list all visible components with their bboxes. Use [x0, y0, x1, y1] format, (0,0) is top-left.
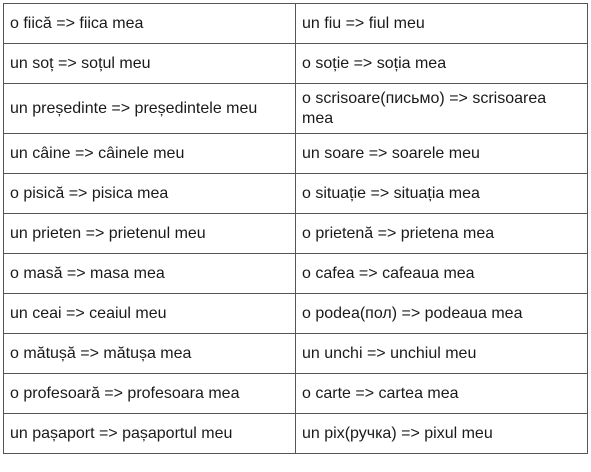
table-cell: o soție => soția mea [296, 44, 588, 84]
table-row [4, 44, 588, 84]
table-row [4, 174, 588, 214]
table-cell: o cafea => cafeaua mea [296, 254, 588, 294]
table-cell: un pașaport => pașaportul meu [4, 414, 296, 454]
table-row [4, 414, 588, 454]
table-cell: o profesoară => profesoara mea [4, 374, 296, 414]
table-row [4, 214, 588, 254]
table-cell: o pisică => pisica mea [4, 174, 296, 214]
table-row [4, 254, 588, 294]
table-cell: un pix(ручка) => pixul meu [296, 414, 588, 454]
table-cell: o mătușă => mătușa mea [4, 334, 296, 374]
table-cell: o carte => cartea mea [296, 374, 588, 414]
table-row [4, 294, 588, 334]
table-cell: o masă => masa mea [4, 254, 296, 294]
table-cell: un soare => soarele meu [296, 134, 588, 174]
table-cell: un unchi => unchiul meu [296, 334, 588, 374]
table-row [4, 374, 588, 414]
table-cell: un prieten => prietenul meu [4, 214, 296, 254]
table-cell: o prietenă => prietena mea [296, 214, 588, 254]
table-row [4, 84, 588, 134]
table-cell: o scrisoare(письмо) => scrisoarea mea [296, 84, 588, 134]
table-row [4, 4, 588, 44]
table-row [4, 134, 588, 174]
table-cell: un câine => câinele meu [4, 134, 296, 174]
vocabulary-table [3, 3, 588, 454]
table-cell: un președinte => președintele meu [4, 84, 296, 134]
table-cell: un soț => soțul meu [4, 44, 296, 84]
table-cell: o situație => situația mea [296, 174, 588, 214]
table-cell: un fiu => fiul meu [296, 4, 588, 44]
table-cell: o podea(пол) => podeaua mea [296, 294, 588, 334]
table-cell: un ceai => ceaiul meu [4, 294, 296, 334]
table-cell: o fiică => fiica mea [4, 4, 296, 44]
table-row [4, 334, 588, 374]
